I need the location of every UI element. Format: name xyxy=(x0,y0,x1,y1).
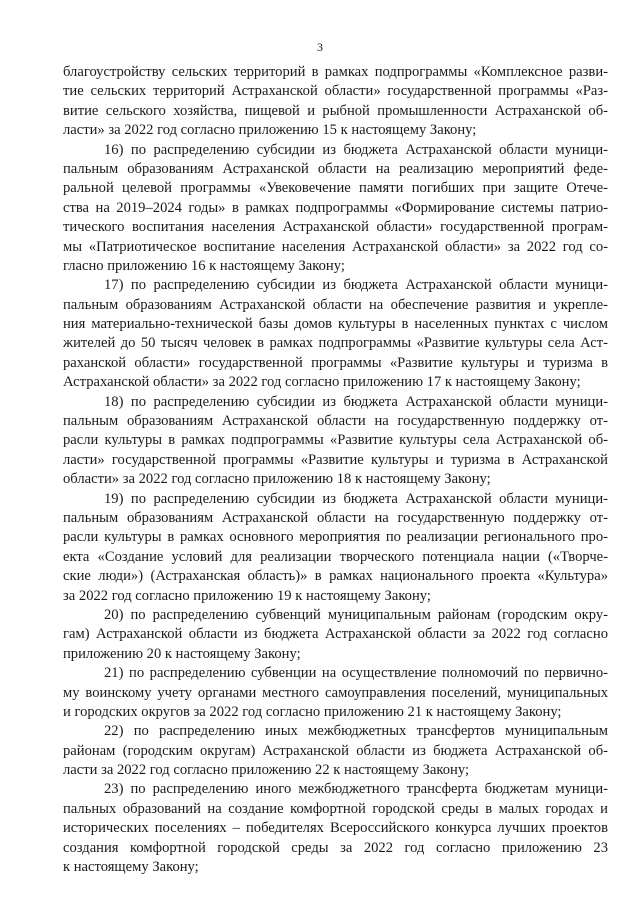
text-line: ния материально-технической базы домов культуры в населенных пунктах с числом xyxy=(63,316,608,333)
text-line: ласти» за 2022 год согласно приложению 15 к настоящему Закону; xyxy=(63,122,477,139)
text-line: Астраханской области» за 2022 год согласно приложению 17 к настоящему Закону; xyxy=(63,374,581,391)
text-line: жителей до 50 тысяч человек в рамках подпрограммы «Развитие культуры села Аст- xyxy=(63,335,608,352)
text-line: раханской области» государственной программы «Развитие культуры и туризма в xyxy=(63,354,608,371)
text-line: и городских округов за 2022 год согласно приложению 21 к настоящему Закону; xyxy=(63,703,562,720)
text-line: за 2022 год согласно приложению 19 к настоящему Закону; xyxy=(63,587,431,604)
page-number: 3 xyxy=(317,40,323,54)
text-line: пальным образованиям Астраханской области на государственную поддержку от- xyxy=(63,413,608,430)
text-line: екта «Создание условий для реализации творческого потенциала нации («Творче- xyxy=(63,548,608,565)
text-line: пальных образований на создание комфортной городской среды в малых городах и xyxy=(63,800,608,817)
text-line: тие сельских территорий Астраханской области» государственной программы «Раз- xyxy=(63,83,608,100)
text-line: ские люди») (Астраханская область)» в рамках национального проекта «Культура» xyxy=(63,568,608,585)
text-line: тического воспитания населения Астраханской области» государственной програм- xyxy=(63,219,608,236)
text-line: благоустройству сельских территорий в рамках подпрограммы «Комплексное разви- xyxy=(63,64,608,80)
text-line: 22) по распределению иных межбюджетных трансфертов муниципальным xyxy=(104,723,608,740)
text-line: приложению 20 к настоящему Закону; xyxy=(63,645,301,662)
text-line: 18) по распределению субсидии из бюджета Астраханской области муници- xyxy=(104,393,608,410)
text-line: ства на 2019–2024 годы» в рамках подпрограммы «Формирование системы патрио- xyxy=(63,199,608,216)
text-line: пальным образованиям Астраханской области на обеспечение развития и укрепле- xyxy=(63,296,608,313)
text-line: 21) по распределению субвенции на осуществление полномочий по первично- xyxy=(104,665,608,682)
text-line: области» за 2022 год согласно приложению 18 к настоящему Закону; xyxy=(63,471,491,488)
text-line: расли культуры в рамках основного мероприятия по реализации регионального про- xyxy=(63,529,608,546)
text-line: пальным образованиям Астраханской области на реализацию мероприятий феде- xyxy=(63,160,608,177)
text-line: пальным образованиям Астраханской области на государственную поддержку от- xyxy=(63,509,608,526)
text-line: ласти» государственной программы «Развитие культуры и туризма в Астраханской xyxy=(63,451,608,468)
text-line: мы «Патриотическое воспитание населения Астраханской области» за 2022 год со- xyxy=(63,238,608,255)
text-line: 23) по распределению иного межбюджетного трансферта бюджетам муници- xyxy=(104,781,608,798)
text-line: гласно приложению 16 к настоящему Закону; xyxy=(63,257,345,274)
text-line: к настоящему Закону; xyxy=(63,859,199,876)
text-line: витие сельского хозяйства, пищевой и рыбной промышленности Астраханской об- xyxy=(63,102,608,119)
text-line: му воинскому учету органами местного самоуправления поселений, муниципальных xyxy=(63,684,608,701)
text-line: гам) Астраханской области из бюджета Астраханской области за 2022 год согласно xyxy=(63,626,608,643)
text-line: ласти за 2022 год согласно приложению 22 к настоящему Закону; xyxy=(63,762,470,779)
text-line: создания комфортной городской среды за 2022 год согласно приложению 23 xyxy=(63,839,608,856)
text-line: расли культуры в рамках подпрограммы «Развитие культуры села Астраханской об- xyxy=(63,432,608,449)
text-line: 16) по распределению субсидии из бюджета Астраханской области муници- xyxy=(104,141,608,158)
text-line: районам (городским округам) Астраханской области из бюджета Астраханской об- xyxy=(63,742,608,759)
text-line: ральной целевой программы «Увековечение памяти погибших при защите Отече- xyxy=(63,180,608,197)
text-line: исторических поселениях – победителях Всероссийского конкурса лучших проектов xyxy=(63,820,608,837)
text-line: 20) по распределению субвенций муниципальным районам (городским окру- xyxy=(104,606,608,623)
document-body xyxy=(63,63,608,877)
text-line: 17) по распределению субсидии из бюджета Астраханской области муници- xyxy=(104,277,608,294)
text-line: 19) по распределению субсидии из бюджета Астраханской области муници- xyxy=(104,490,608,507)
